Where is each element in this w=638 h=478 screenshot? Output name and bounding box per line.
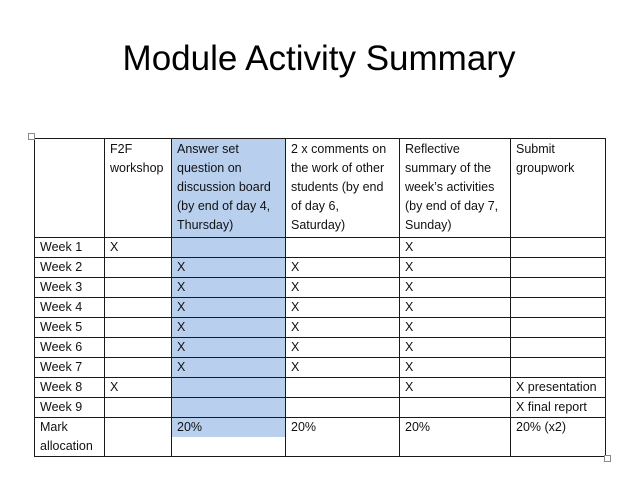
table-row-week-1 — [35, 238, 606, 258]
row-label: Mark allocation — [35, 418, 105, 457]
cell-answer: X — [172, 338, 286, 358]
cell-groupwork — [511, 358, 606, 378]
cell-groupwork — [511, 338, 606, 358]
cell-reflective: X — [400, 298, 511, 318]
table-resize-handle-top-left[interactable] — [28, 133, 35, 140]
cell-reflective: X — [400, 258, 511, 278]
cell-comments — [286, 378, 400, 398]
cell-reflective: X — [400, 278, 511, 298]
header-cell-submit-groupwork: Submit groupwork — [511, 139, 606, 238]
cell-groupwork — [511, 278, 606, 298]
row-label: Week 1 — [35, 238, 105, 258]
row-label: Week 7 — [35, 358, 105, 378]
header-cell-empty — [35, 139, 105, 238]
header-cell-f2f-workshop: F2F workshop — [105, 139, 172, 238]
row-label: Week 4 — [35, 298, 105, 318]
cell-reflective: X — [400, 378, 511, 398]
cell-reflective: 20% — [400, 418, 511, 457]
cell-answer — [172, 378, 286, 398]
row-label: Week 3 — [35, 278, 105, 298]
cell-comments: X — [286, 258, 400, 278]
cell-comments — [286, 238, 400, 258]
cell-groupwork — [511, 258, 606, 278]
cell-comments: X — [286, 298, 400, 318]
row-label: Week 5 — [35, 318, 105, 338]
cell-comments: 20% — [286, 418, 400, 457]
table-row-week-9 — [35, 398, 606, 418]
cell-comments: X — [286, 318, 400, 338]
cell-f2f: X — [105, 378, 172, 398]
cell-reflective: X — [400, 318, 511, 338]
activity-table-container[interactable] — [34, 138, 605, 457]
cell-f2f — [105, 298, 172, 318]
cell-comments — [286, 398, 400, 418]
cell-groupwork — [511, 318, 606, 338]
cell-comments: X — [286, 338, 400, 358]
cell-answer: X — [172, 298, 286, 318]
slide-title: Module Activity Summary — [122, 39, 516, 78]
cell-answer-mark-value: 20% — [172, 418, 285, 437]
cell-f2f — [105, 258, 172, 278]
cell-answer — [172, 238, 286, 258]
row-label: Week 8 — [35, 378, 105, 398]
table-row-week-5 — [35, 318, 606, 338]
cell-f2f — [105, 398, 172, 418]
cell-answer: X — [172, 358, 286, 378]
cell-groupwork: X final report — [511, 398, 606, 418]
cell-f2f — [105, 418, 172, 457]
table-row-week-3 — [35, 278, 606, 298]
cell-comments: X — [286, 278, 400, 298]
cell-answer: X — [172, 258, 286, 278]
cell-f2f — [105, 318, 172, 338]
cell-groupwork — [511, 298, 606, 318]
cell-f2f: X — [105, 238, 172, 258]
cell-reflective — [400, 398, 511, 418]
table-row-week-4 — [35, 298, 606, 318]
row-label: Week 6 — [35, 338, 105, 358]
cell-reflective: X — [400, 358, 511, 378]
cell-reflective: X — [400, 238, 511, 258]
cell-reflective: X — [400, 338, 511, 358]
row-label: Week 9 — [35, 398, 105, 418]
cell-answer: X — [172, 278, 286, 298]
cell-f2f — [105, 338, 172, 358]
table-header-row — [35, 139, 606, 238]
activity-summary-table — [34, 138, 606, 457]
table-row-week-7 — [35, 358, 606, 378]
table-row-week-2 — [35, 258, 606, 278]
header-cell-answer-question: Answer set question on discussion board (by end of day 4, Thursday) — [172, 139, 286, 238]
cell-f2f — [105, 358, 172, 378]
cell-answer-mark — [172, 418, 286, 457]
cell-answer: X — [172, 318, 286, 338]
cell-answer — [172, 398, 286, 418]
cell-groupwork: 20% (x2) — [511, 418, 606, 457]
cell-f2f — [105, 278, 172, 298]
row-label: Week 2 — [35, 258, 105, 278]
cell-groupwork — [511, 238, 606, 258]
table-row-week-6 — [35, 338, 606, 358]
table-row-week-8 — [35, 378, 606, 398]
table-resize-handle-bottom-right[interactable] — [604, 455, 611, 462]
header-cell-comments: 2 x comments on the work of other students (by end of day 6, Saturday) — [286, 139, 400, 238]
table-row-mark-allocation — [35, 418, 606, 457]
cell-groupwork: X presentation — [511, 378, 606, 398]
header-cell-reflective-summary: Reflective summary of the week’s activities (by end of day 7, Sunday) — [400, 139, 511, 238]
cell-comments: X — [286, 358, 400, 378]
